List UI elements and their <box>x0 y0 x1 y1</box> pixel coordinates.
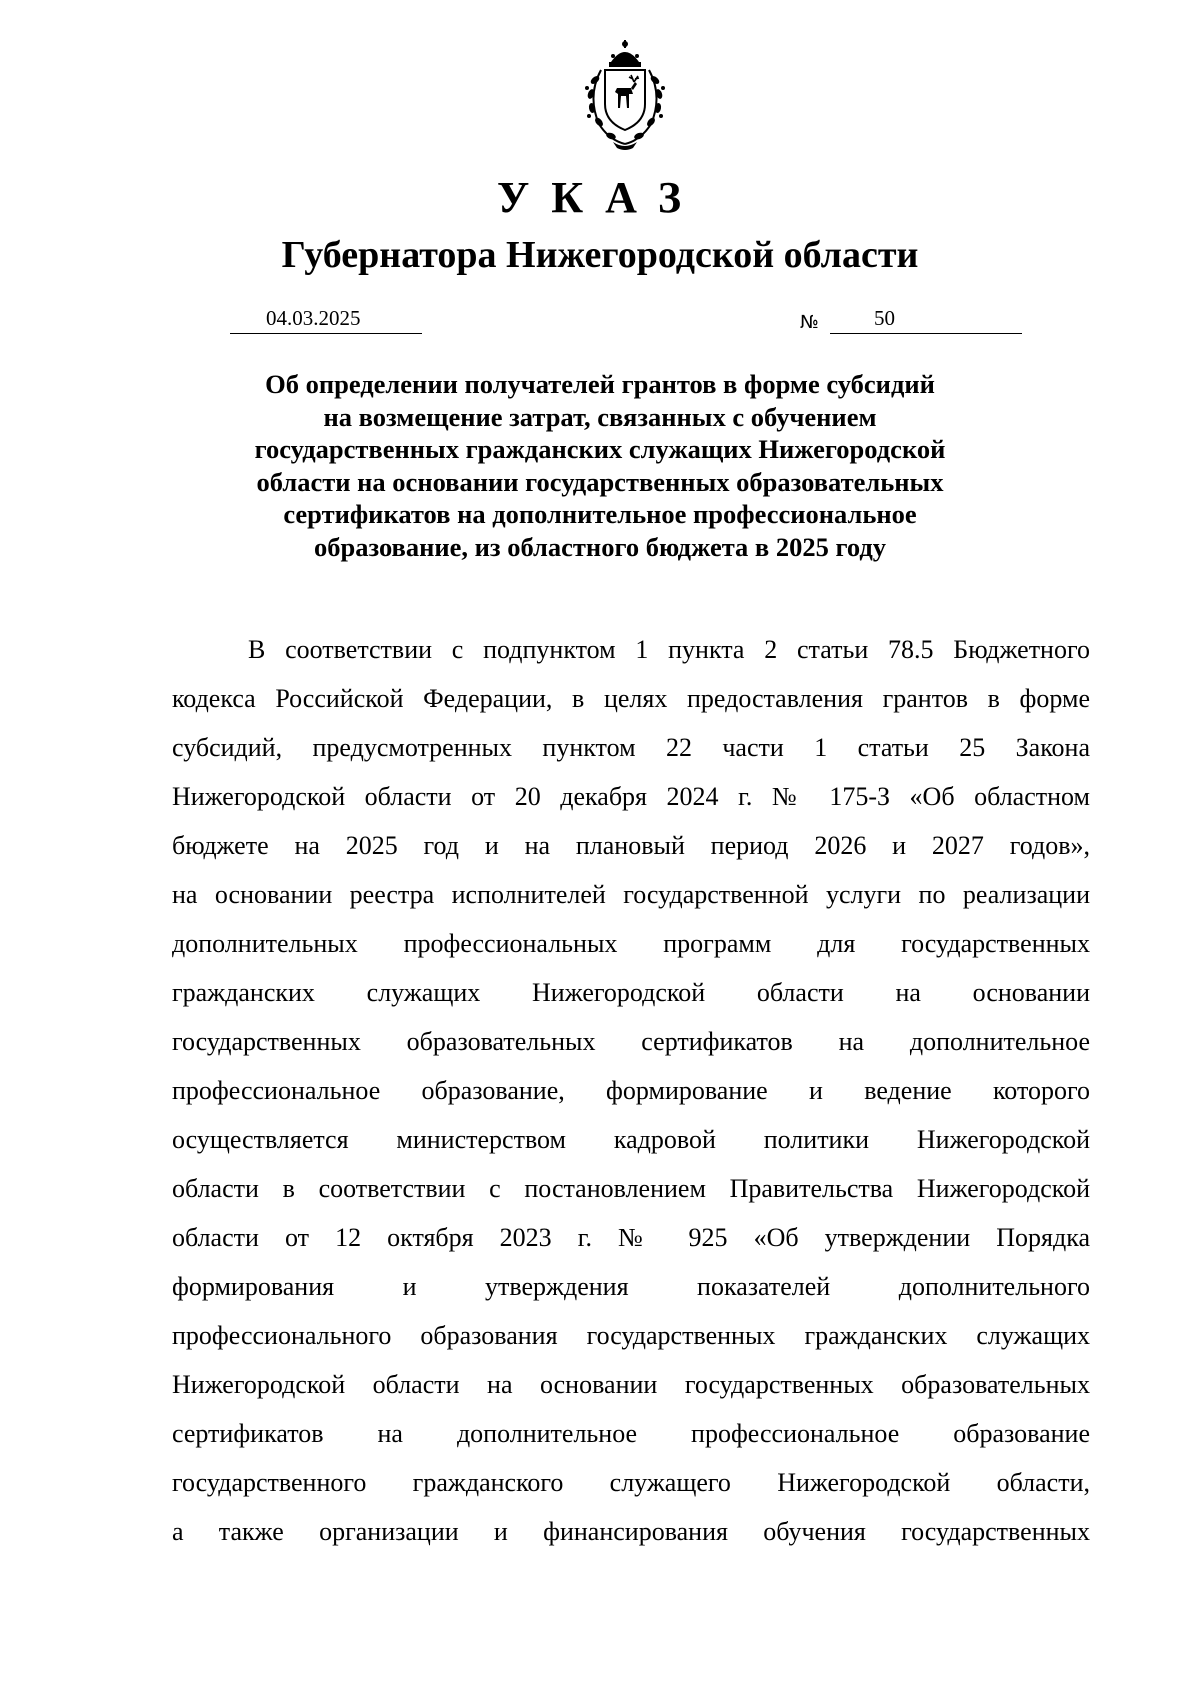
body-line: области в соответствии с постановлением Правительства Нижегородской <box>172 1174 1090 1203</box>
document-number-field <box>830 305 1022 334</box>
body-line: государственного гражданского служащего Нижегородской области, <box>172 1468 1090 1497</box>
coat-of-arms-icon <box>573 40 677 152</box>
document-number: 50 <box>874 306 895 330</box>
body-line: дополнительных профессиональных программ для государственных <box>172 929 1090 958</box>
body-line: а также организации и финансирования обучения государственных <box>172 1517 1090 1546</box>
body-line: на основании реестра исполнителей государственной услуги по реализации <box>172 880 1090 909</box>
body-line: гражданских служащих Нижегородской области на основании <box>172 978 1090 1007</box>
document-date-field <box>230 305 422 334</box>
document-date: 04.03.2025 <box>266 306 361 330</box>
body-line: сертификатов на дополнительное профессиональное образование <box>172 1419 1090 1448</box>
body-line: осуществляется министерством кадровой политики Нижегородской <box>172 1125 1090 1154</box>
number-sign-label: № <box>800 312 819 333</box>
title-line: государственных гражданских служащих Нижегородской <box>254 434 946 464</box>
document-title <box>200 368 1000 563</box>
body-line: субсидий, предусмотренных пунктом 22 части 1 статьи 25 Закона <box>172 733 1090 762</box>
body-line: профессиональное образование, формирование и ведение которого <box>172 1076 1090 1105</box>
title-line: на возмещение затрат, связанных с обучением <box>323 401 877 432</box>
body-paragraph <box>172 625 1090 1556</box>
body-line: формирования и утверждения показателей дополнительного <box>172 1272 1090 1301</box>
body-line: бюджете на 2025 год и на плановый период 2026 и 2027 годов», <box>172 831 1090 860</box>
body-line: государственных образовательных сертификатов на дополнительное <box>172 1027 1090 1056</box>
body-line: В соответствии с подпунктом 1 пункта 2 статьи 78.5 Бюджетного <box>248 635 1090 664</box>
body-line: Нижегородской области на основании государственных образовательных <box>172 1370 1090 1399</box>
document-type-heading: УКАЗ <box>496 173 704 222</box>
body-line: Нижегородской области от 20 декабря 2024 г. № 175-З «Об областном <box>172 782 1090 811</box>
title-line: образование, из областного бюджета в 2025 году <box>313 531 887 562</box>
body-line: кодекса Российской Федерации, в целях предоставления грантов в форме <box>172 684 1090 713</box>
title-line: области на основании государственных образовательных <box>256 466 944 497</box>
body-line: профессионального образования государственных гражданских служащих <box>172 1321 1090 1350</box>
issuer-heading: Губернатора Нижегородской области <box>281 234 919 276</box>
title-line: сертификатов на дополнительное профессиональное <box>283 499 917 529</box>
title-line: Об определении получателей грантов в форме субсидий <box>265 369 935 399</box>
body-line: области от 12 октября 2023 г. № 925 «Об утверждении Порядка <box>172 1223 1090 1252</box>
